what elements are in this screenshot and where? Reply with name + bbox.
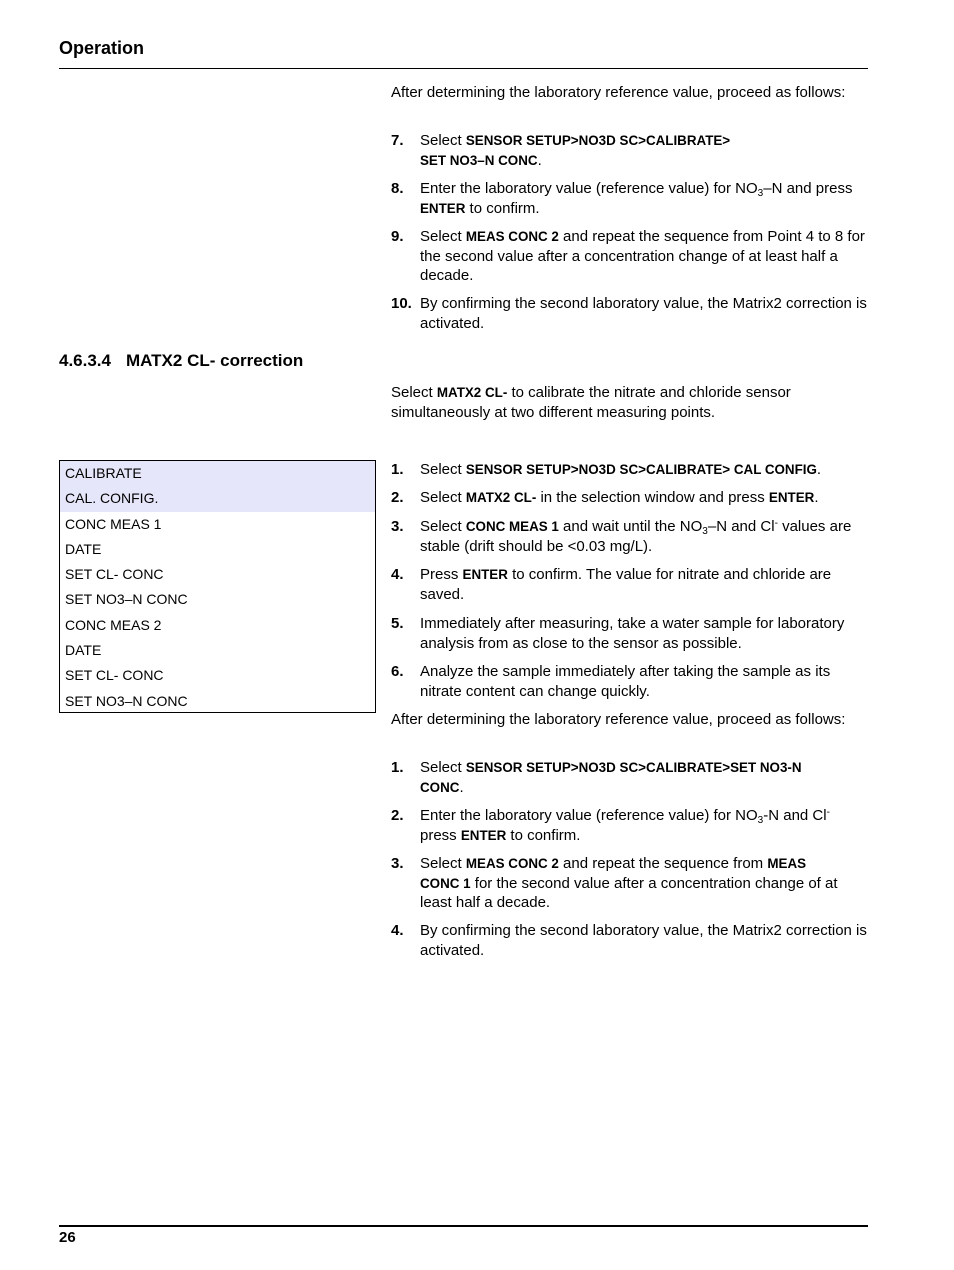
menu-path: CONC MEAS 1 [465,519,559,534]
step-text: Enter the laboratory value (reference value) for NO [420,180,758,197]
step-text: By confirming the second laboratory value, the Matrix2 correction is activated. [420,295,867,332]
step-number: 6. [391,663,404,680]
superscript: - [774,518,778,529]
menu-path: SENSOR SETUP>NO3D SC>CALIBRATE> [465,133,731,148]
superscript: - [826,807,830,818]
menu-path: SET NO3–N CONC [420,152,538,168]
step-text: Enter the laboratory value (reference value) for NO [420,807,758,824]
menu-path: MATX2 CL- [465,490,537,505]
step-text: Analyze the sample immediately after taking the sample as its nitrate content can change quickly. [420,663,831,700]
step-text: to confirm. [465,199,540,217]
step-text: in the selection window and press [536,489,769,506]
step-text: Select [420,518,466,535]
menu-item-conc-meas-2: CONC MEAS 2 [65,616,162,633]
step-c-3 [391,854,867,913]
step-number: 1. [391,461,404,478]
step-text: Select [420,132,466,149]
step-number: 9. [391,228,404,245]
step-text: Select [420,489,466,506]
step-c-1 [391,758,867,797]
intro-text: Select [391,384,437,401]
step-number: 1. [391,759,404,776]
step-text: –N and press [763,180,853,197]
menu-path: MATX2 CL- [436,385,508,400]
section-intro [391,383,861,422]
menu-item-conc-meas-1: CONC MEAS 1 [65,515,162,532]
step-text: and repeat the sequence from [558,855,768,872]
menu-path: SENSOR SETUP>NO3D SC>CALIBRATE> CAL CONFIG [465,462,817,477]
menu-path: MEAS CONC 2 [465,229,559,244]
step-text: Select [420,228,466,245]
step-number: 8. [391,180,404,197]
step-number: 7. [391,132,404,149]
step-b-2 [391,488,867,508]
step-number: 10. [391,295,412,312]
key-name: ENTER [462,567,508,582]
step-number: 3. [391,518,404,535]
footer-rule [59,1225,868,1227]
menu-item-set-cl-conc: SET CL- CONC [65,566,164,583]
step-c-4 [391,921,867,960]
step-text: for the second value after a concentration change of at least half a decade. [420,874,838,911]
intro-paragraph: After determining the laboratory reference value, proceed as follows: [391,711,846,728]
step-text: to confirm. [506,826,581,844]
step-text: Press [420,566,463,583]
step-text: . [816,461,822,478]
step-text: press [420,826,461,844]
step-9 [391,227,867,286]
subscript: 3 [702,526,708,537]
intro-text: to calibrate the nitrate and chloride sensor simultaneously at two different measuring points. [391,384,791,421]
menu-path: SENSOR SETUP>NO3D SC>CALIBRATE>SET NO3-N [465,760,802,775]
intro-paragraph: After determining the laboratory reference value, proceed as follows: [391,84,846,101]
section-heading [59,351,303,371]
step-b-6 [391,662,867,701]
step-number: 5. [391,615,404,632]
step-b-1 [391,460,867,480]
menu-path: CONC [420,779,460,795]
step-text: . [537,151,542,169]
menu-item-date: DATE [65,540,102,557]
key-name: ENTER [420,200,466,216]
step-text: and wait until the NO [558,518,703,535]
step-number: 2. [391,807,404,824]
step-text: Select [420,855,466,872]
menu-item-date: DATE [65,642,102,659]
step-text: Select [420,759,466,776]
step-text: values are stable (drift should be <0.03 mg/L). [420,518,852,555]
step-number: 2. [391,489,404,506]
step-number: 3. [391,855,404,872]
step-b-5 [391,614,867,653]
step-8 [391,179,867,218]
subscript: 3 [757,188,764,199]
key-name: ENTER [768,490,815,505]
menu-item-set-cl-conc: SET CL- CONC [65,667,164,684]
menu-path: MEAS [767,856,807,871]
step-10 [391,294,867,333]
step-text: -N and Cl [763,807,827,824]
key-name: ENTER [460,827,507,843]
section-title: MATX2 CL- correction [126,351,304,370]
step-text: By confirming the second laboratory value, the Matrix2 correction is activated. [420,922,867,959]
header-rule [59,68,868,69]
step-text: Select [420,461,466,478]
menu-item-calibrate: CALIBRATE [60,461,375,486]
step-b-3 [391,517,867,556]
calibrate-menu [59,460,376,713]
step-text: Immediately after measuring, take a water sample for laboratory analysis from as close to the sensor as possible. [420,615,845,652]
step-text: to confirm. The value for nitrate and chloride are saved. [420,566,832,603]
step-text: and repeat the sequence from Point 4 to 8 for the second value after a concentration change of at least half a decade. [420,228,865,284]
step-text: . [459,778,464,796]
menu-path: MEAS CONC 2 [465,856,559,871]
menu-item-set-no3-n-conc: SET NO3–N CONC [65,692,188,709]
menu-item-set-no3-n-conc: SET NO3–N CONC [65,591,188,608]
step-text: –N and Cl [707,518,775,535]
menu-item-cal-config: CAL. CONFIG. [60,486,375,511]
step-text: . [814,489,819,506]
step-b-4 [391,565,867,604]
page-header-title: Operation [59,38,145,58]
subscript: 3 [757,815,764,826]
step-7 [391,131,867,170]
step-c-2 [391,806,867,845]
step-number: 4. [391,922,404,939]
page-number: 26 [59,1229,76,1246]
menu-path: CONC 1 [420,875,471,891]
step-number: 4. [391,566,404,583]
section-number: 4.6.3.4 [59,351,111,370]
